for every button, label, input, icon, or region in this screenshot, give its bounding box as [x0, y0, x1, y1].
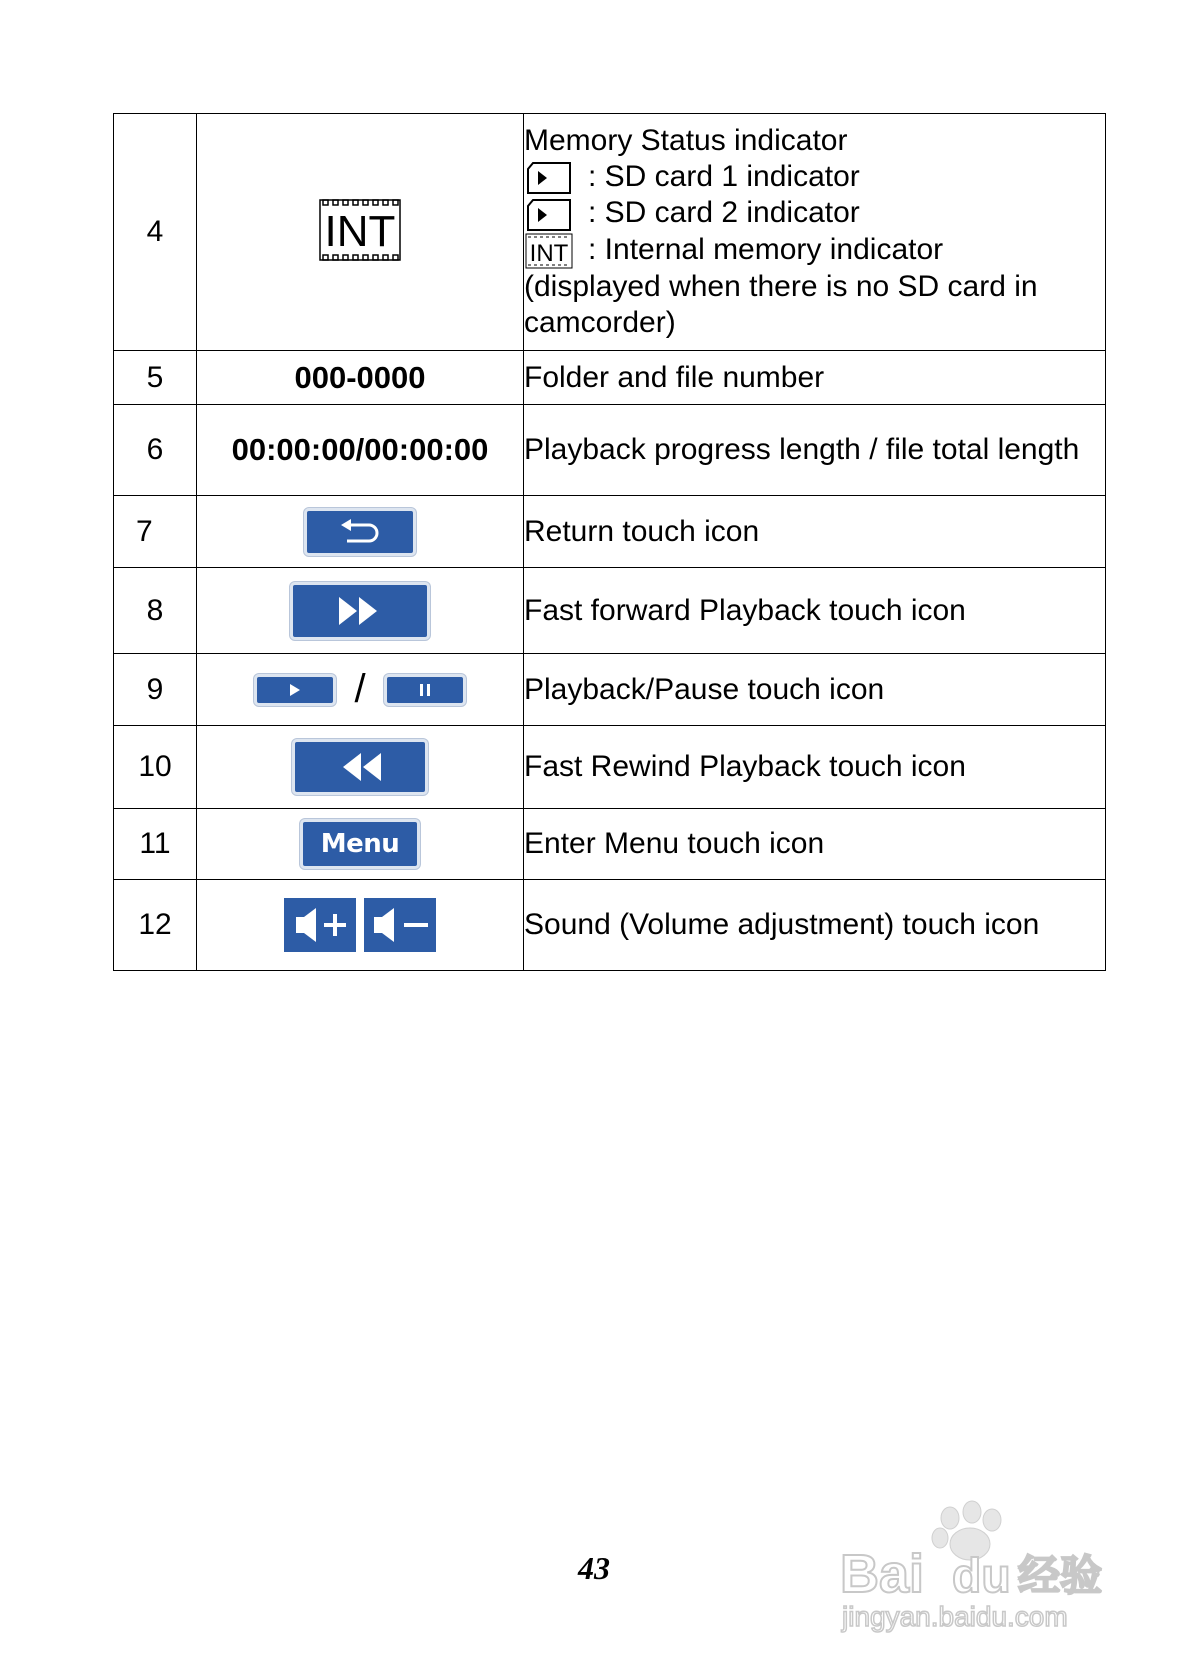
memory-status-title: Memory Status indicator: [524, 124, 848, 158]
int-memory-icon: [524, 233, 574, 269]
fast-forward-icon[interactable]: [290, 582, 430, 640]
row-description: Sound (Volume adjustment) touch icon: [524, 880, 1106, 971]
svg-text:Bai: Bai: [840, 1544, 925, 1604]
sd-card-1-line: [524, 159, 1105, 195]
row-number: 4: [114, 114, 197, 351]
playback-time-display: 00:00:00/00:00:00: [197, 405, 524, 496]
menu-icon-cell: [197, 809, 524, 880]
row-number: 6: [114, 405, 197, 496]
page-number: 43: [578, 1550, 610, 1586]
sd-card-2-label: : SD card 2 indicator: [588, 196, 860, 230]
internal-memory-label: : Internal memory indicator: [588, 232, 944, 266]
int-icon-label: INT: [529, 239, 569, 267]
row-number: 7: [114, 496, 197, 568]
volume-icons: [197, 880, 524, 971]
row-number: 5: [114, 351, 197, 405]
table-row: [114, 880, 1106, 971]
int-memory-icon: [318, 198, 402, 262]
volume-up-icon[interactable]: [284, 898, 356, 952]
int-memory-icon-cell: [197, 114, 524, 351]
table-row: [114, 654, 1106, 726]
row-description: Playback/Pause touch icon: [524, 654, 1106, 726]
row-description: Enter Menu touch icon: [524, 809, 1106, 880]
volume-down-icon[interactable]: [364, 898, 436, 952]
sd-card-2-line: [524, 195, 1105, 231]
fast-rewind-icon-cell: [197, 726, 524, 809]
return-icon-cell: [197, 496, 524, 568]
row-description: Fast Rewind Playback touch icon: [524, 726, 1106, 809]
row-description: Return touch icon: [524, 496, 1106, 568]
row-number: 12: [114, 880, 197, 971]
folder-file-number-display: 000-0000: [197, 351, 524, 405]
icon-description-table: [113, 113, 1106, 971]
memory-status-description: [524, 114, 1106, 351]
fast-rewind-icon[interactable]: [292, 739, 428, 795]
baidu-watermark: [840, 1500, 1120, 1640]
row-number: 11: [114, 809, 197, 880]
int-icon-label: INT: [324, 206, 396, 256]
sd-card-1-label: : SD card 1 indicator: [588, 160, 860, 194]
svg-text:经验: 经验: [1018, 1551, 1103, 1600]
table-row: [114, 351, 1106, 405]
row-description: Folder and file number: [524, 351, 1106, 405]
watermark-url: jingyan.baidu.com: [842, 1601, 1068, 1632]
menu-icon[interactable]: [300, 819, 420, 869]
table-row: [114, 809, 1106, 880]
fast-forward-icon-cell: [197, 568, 524, 654]
return-icon[interactable]: [304, 508, 416, 556]
separator-slash: /: [354, 667, 366, 711]
sd-card-icon: [524, 198, 574, 232]
row-description: Playback progress length / file total length: [524, 405, 1106, 496]
row-number: 8: [114, 568, 197, 654]
memory-status-note: (displayed when there is no SD card in camcorder): [524, 269, 1038, 339]
row-number: 10: [114, 726, 197, 809]
table-row: [114, 726, 1106, 809]
row-number: 9: [114, 654, 197, 726]
table-row: [114, 568, 1106, 654]
play-icon[interactable]: [254, 674, 336, 706]
row-description: Fast forward Playback touch icon: [524, 568, 1106, 654]
svg-text:du: du: [952, 1550, 1011, 1603]
menu-icon-label: Menu: [320, 829, 400, 859]
table-row: [114, 405, 1106, 496]
pause-icon[interactable]: [384, 674, 466, 706]
internal-memory-line: [524, 232, 1105, 269]
table-row: [114, 114, 1106, 351]
play-pause-icons: [197, 654, 524, 726]
sd-card-icon: [524, 161, 574, 195]
table-row: [114, 496, 1106, 568]
